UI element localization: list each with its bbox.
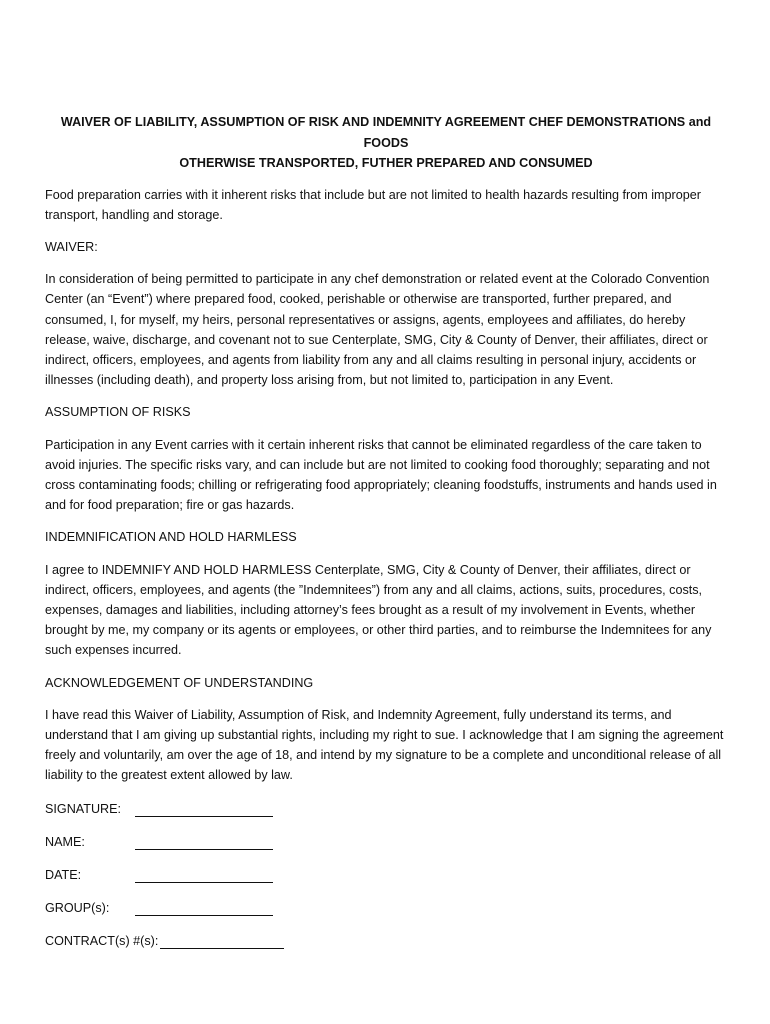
waiver-document: [45, 112, 727, 965]
date-field: [45, 866, 727, 886]
group-line[interactable]: [135, 901, 273, 916]
document-title: [45, 112, 727, 174]
group-field: [45, 899, 727, 919]
section-body-waiver: In consideration of being permitted to participate in any chef demonstration or related event at the Colorado Convention Center (an “Event”) where prepared food, cooked, perishable or otherwise are transported, further prepared, and consumed, I, for myself, my heirs, personal representatives or assigns, agents, employees and affiliates, do hereby release, waive, discharge, and covenant not to sue Centerplate, SMG, City & County of Denver, their affiliates, direct or indirect, officers, employees, and agents from liability from any and all claims resulting in personal injury, accidents or illnesses (including death), and property loss arising from, but not limited to, participation in any Event.: [45, 272, 710, 388]
name-label: NAME:: [45, 835, 85, 850]
contract-label: CONTRACT(s) #(s):: [45, 934, 159, 949]
contract-field: [45, 932, 727, 952]
section-heading-indemnification: INDEMNIFICATION AND HOLD HARMLESS: [45, 530, 297, 545]
section-body-indemnification: I agree to INDEMNIFY AND HOLD HARMLESS Centerplate, SMG, City & County of Denver, their affiliates, direct or indirect, officers, employees, and agents (the ”Indemnitees”) from any and all claims, actions, suits, procedures, costs, expenses, damages and liabilities, including attorney’s fees brought as a result of my involvement in Events, whether brought by me, my company or its agents or employees, or other third parties, and to reimburse the Indemnitees for any such expenses incurred.: [45, 562, 712, 658]
signature-field: [45, 800, 727, 820]
section-waiver: [45, 237, 727, 390]
section-heading-acknowledgement: ACKNOWLEDGEMENT OF UNDERSTANDING: [45, 675, 314, 690]
intro-paragraph: Food preparation carries with it inherent risks that include but are not limited to health hazards resulting from improper transport, handling and storage.: [45, 187, 701, 222]
signature-fields: [45, 800, 727, 952]
section-assumption-of-risks: [45, 402, 727, 515]
signature-label: SIGNATURE:: [45, 802, 122, 817]
section-heading-waiver: WAIVER:: [45, 239, 98, 254]
section-body-acknowledgement: I have read this Waiver of Liability, Assumption of Risk, and Indemnity Agreement, fully understand its terms, and understand that I am giving up substantial rights, including my right to sue. I acknowledge that I am signing the agreement freely and voluntarily, am over the age of 18, and intend by my signature to be a complete and unconditional release of all liability to the greatest extent allowed by law.: [45, 707, 724, 783]
section-body-assumption-of-risks: Participation in any Event carries with it certain inherent risks that cannot be eliminated regardless of the care taken to avoid injuries. The specific risks vary, and can include but are not limited to cooking food thoroughly; separating and not cross contaminating foods; chilling or refrigerating food appropriately; cleaning foodstuffs, instruments and hands used in and for food preparation; fire or gas hazards.: [45, 437, 717, 513]
document-title-line-2: OTHERWISE TRANSPORTED, FUTHER PREPARED AND CONSUMED: [179, 156, 593, 170]
group-label: GROUP(s):: [45, 901, 110, 916]
name-field: [45, 833, 727, 853]
section-acknowledgement: [45, 673, 727, 786]
signature-line[interactable]: [135, 802, 273, 817]
section-indemnification: [45, 527, 727, 660]
date-label: DATE:: [45, 868, 82, 883]
name-line[interactable]: [135, 835, 273, 850]
date-line[interactable]: [135, 868, 273, 883]
contract-line[interactable]: [160, 934, 284, 949]
section-heading-assumption-of-risks: ASSUMPTION OF RISKS: [45, 405, 191, 420]
document-title-line-1: WAIVER OF LIABILITY, ASSUMPTION OF RISK AND INDEMNITY AGREEMENT CHEF DEMONSTRATIONS and FOODS: [60, 115, 712, 150]
